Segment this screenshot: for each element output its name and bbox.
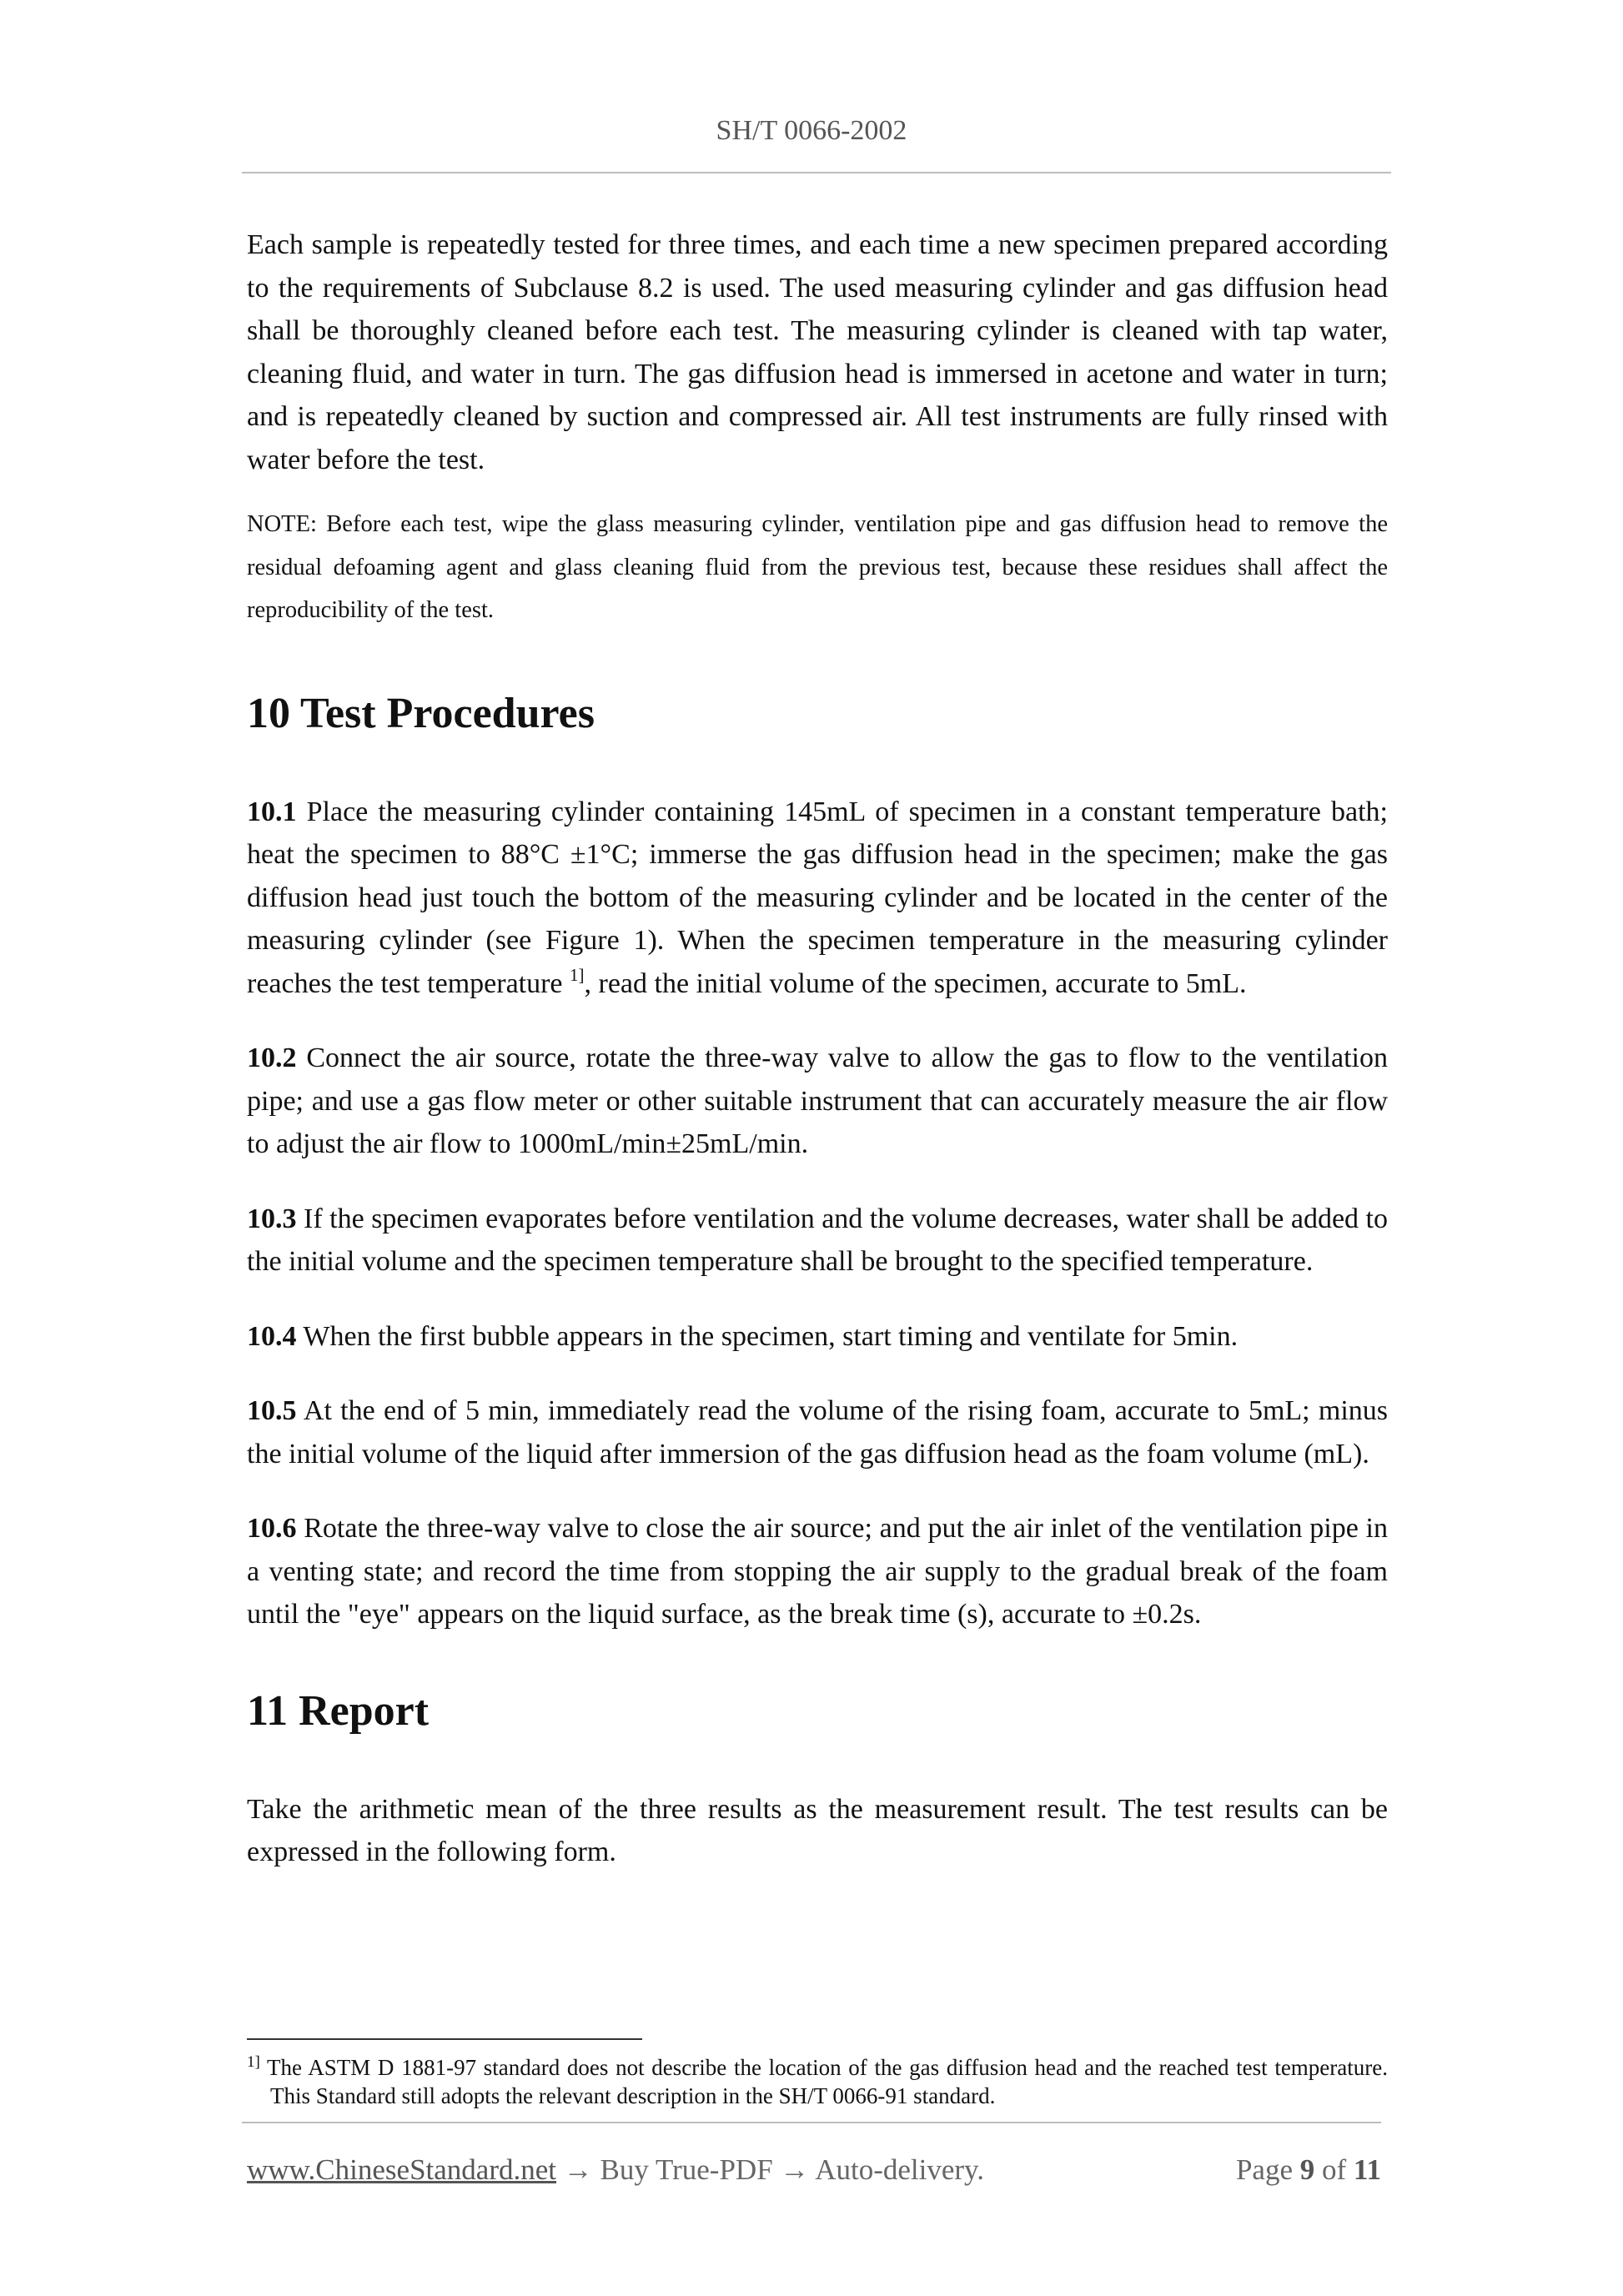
current-page-number: 9 (1299, 2153, 1315, 2186)
page-indicator (1236, 2153, 1381, 2187)
clause-text: At the end of 5 min, immediately read the volume of the rising foam, accurate to 5mL; minus the initial volume of the liquid after immersion of the gas diffusion head as the foam volume (mL). (247, 1395, 1388, 1470)
page-footer (247, 2153, 1381, 2190)
clause-number: 10.5 (247, 1395, 297, 1426)
clause-text: Place the measuring cylinder containing 145mL of specimen in a constant temperature bath; heat the specimen to 88°C ±1°C; immerse the gas diffusion head in the specimen; make the gas diffusion head just touch the bottom of the measuring cylinder and be located in the center of the measuring cylinder (see Figure 1). When the specimen temperature in the measuring cylinder reaches the test temperature (247, 796, 1388, 999)
clause-10-3 (247, 1198, 1388, 1284)
footnote-divider (247, 2038, 642, 2040)
promo-text: → Buy True-PDF → Auto-delivery. (556, 2153, 985, 2186)
clause-number: 10.1 (247, 796, 297, 827)
page-label: Page (1235, 2153, 1294, 2186)
footnote (247, 2053, 1388, 2110)
clause-number: 10.4 (247, 1320, 297, 1352)
clause-number: 10.2 (247, 1042, 297, 1073)
clause-number: 10.6 (247, 1513, 297, 1544)
clause-10-4 (247, 1315, 1388, 1359)
page-content (247, 224, 1388, 1874)
clause-text: If the specimen evaporates before ventilation and the volume decreases, water shall be added to the initial volume and the specimen temperature shall be brought to the specified temperature. (247, 1203, 1388, 1277)
total-pages-number: 11 (1353, 2153, 1381, 2186)
section-heading-10: 10 Test Procedures (247, 689, 595, 737)
clause-10-2 (247, 1037, 1388, 1166)
header-divider (242, 172, 1391, 173)
clause-number: 10.3 (247, 1203, 297, 1234)
page-header (0, 115, 1623, 147)
site-link[interactable]: www.ChineseStandard.net (247, 2153, 556, 2186)
clause-10-5 (247, 1389, 1388, 1475)
footnote-ref[interactable]: 1] (570, 964, 585, 985)
note-paragraph: NOTE: Before each test, wipe the glass measuring cylinder, ventilation pipe and gas diffusion head to remove the residual defoaming agent and glass cleaning fluid from the previous test, because these residues shall affect the reproducibility of the test. (247, 511, 1388, 623)
intro-paragraph: Each sample is repeatedly tested for three times, and each time a new specimen prepared according to the requirements of Subclause 8.2 is used. The used measuring cylinder and gas diffusion head shall be thoroughly cleaned before each test. The measuring cylinder is cleaned with tap water, cleaning fluid, and water in turn. The gas diffusion head is immersed in acetone and water in turn; and is repeatedly cleaned by suction and compressed air. All test instruments are fully rinsed with water before the test. (247, 229, 1388, 475)
clause-10-1 (247, 791, 1388, 1006)
clause-text: Rotate the three-way valve to close the air source; and put the air inlet of the ventilation pipe in a venting state; and record the time from stopping the air supply to the gradual break of the foam until the "eye" appears on the liquid surface, as the break time (s), accurate to ±0.2s. (247, 1513, 1388, 1630)
clause-text: When the first bubble appears in the specimen, start timing and ventilate for 5min. (296, 1320, 1239, 1352)
footer-divider (242, 2122, 1381, 2123)
footnote-text: The ASTM D 1881-97 standard does not describe the location of the gas diffusion head and the reached test temperature. This Standard still adopts the relevant description in the SH/T 0066-91 standard. (259, 2055, 1388, 2108)
section-heading-11: 11 Report (247, 1686, 430, 1735)
standard-id: SH/T 0066-2002 (716, 115, 907, 146)
clause-text: , read the initial volume of the specimen, accurate to 5mL. (584, 967, 1247, 999)
clause-10-6 (247, 1507, 1388, 1636)
page-of-label: of (1322, 2153, 1347, 2186)
footer-promo (247, 2153, 984, 2187)
report-paragraph: Take the arithmetic mean of the three results as the measurement result. The test results can be expressed in the following form. (247, 1793, 1388, 1867)
footnote-marker: 1] (247, 2053, 260, 2071)
clause-text: Connect the air source, rotate the three-way valve to allow the gas to flow to the ventilation pipe; and use a gas flow meter or other suitable instrument that can accurately measure the air flow to adjust the air flow to 1000mL/min±25mL/min. (247, 1042, 1388, 1159)
